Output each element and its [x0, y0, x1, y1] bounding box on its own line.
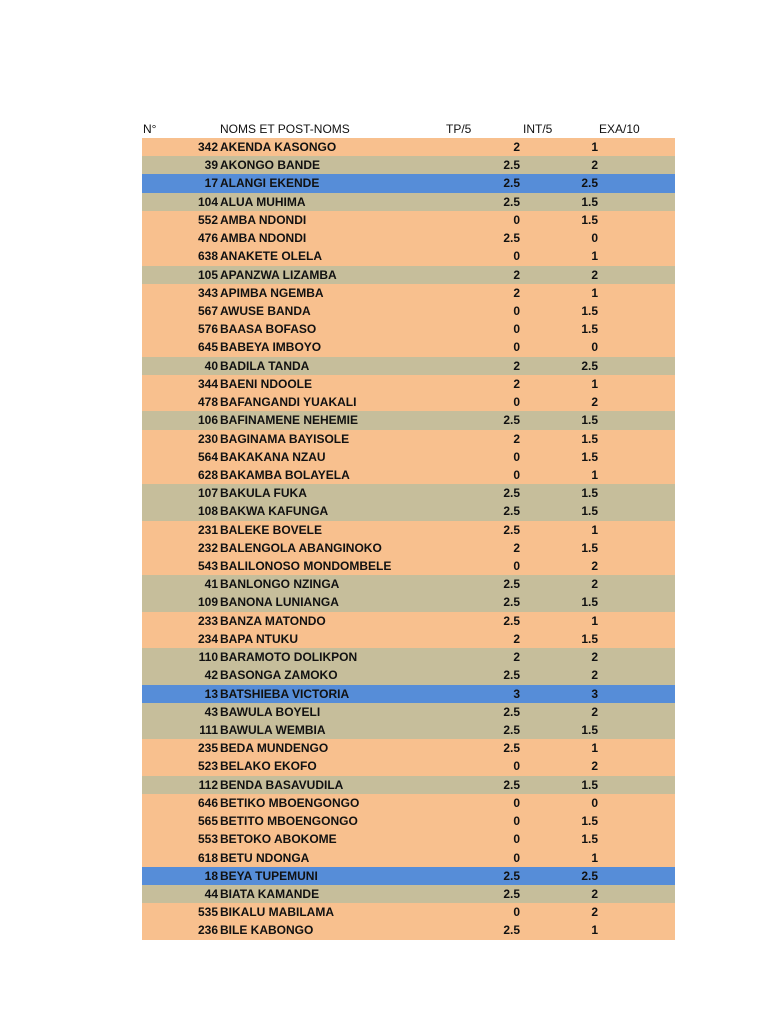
student-number: 567 — [197, 303, 218, 318]
student-number: 231 — [197, 522, 218, 537]
tp-score: 0 — [513, 832, 520, 847]
int-score: 1 — [591, 923, 598, 938]
table-row — [142, 703, 675, 721]
table-row — [142, 757, 675, 775]
tp-score: 2 — [513, 358, 520, 373]
student-number: 565 — [197, 814, 218, 829]
student-number: 618 — [197, 850, 218, 865]
int-score: 0 — [591, 231, 598, 246]
table-row — [142, 211, 675, 229]
student-number: 111 — [199, 723, 218, 737]
student-name: BASONGA ZAMOKO — [220, 668, 338, 683]
int-score: 1 — [591, 249, 598, 264]
table-row — [142, 484, 675, 502]
student-number: 110 — [198, 650, 218, 665]
student-number: 41 — [204, 577, 218, 592]
tp-score: 2.5 — [503, 577, 520, 592]
int-score: 1.5 — [581, 814, 598, 829]
table-row — [142, 867, 675, 885]
table-row — [142, 830, 675, 848]
student-number: 543 — [197, 559, 218, 574]
student-number: 478 — [197, 395, 218, 410]
table-row — [142, 375, 675, 393]
student-number: 476 — [197, 231, 218, 246]
student-number: 343 — [197, 285, 218, 300]
int-score: 1 — [591, 613, 598, 628]
tp-score: 2 — [513, 540, 520, 555]
header-number: N° — [143, 122, 157, 136]
student-number: 553 — [197, 832, 218, 847]
student-name: AWUSE BANDA — [220, 303, 311, 318]
int-score: 2 — [591, 905, 598, 920]
int-score: 1 — [591, 467, 598, 482]
table-row — [142, 156, 675, 174]
student-number: 564 — [197, 449, 218, 464]
int-score: 1.5 — [581, 723, 598, 737]
student-name: BETOKO ABOKOME — [220, 832, 337, 847]
table-row — [142, 885, 675, 903]
student-number: 17 — [204, 176, 218, 191]
student-number: 552 — [197, 212, 218, 227]
student-name: BIATA KAMANDE — [220, 886, 320, 901]
student-number: 112 — [198, 777, 218, 792]
student-name: BAGINAMA BAYISOLE — [220, 431, 350, 446]
student-name: APANZWA LIZAMBA — [220, 267, 337, 282]
student-number: 628 — [197, 467, 218, 482]
int-score: 2 — [591, 267, 598, 282]
student-number: 43 — [204, 704, 218, 719]
int-score: 1 — [591, 376, 598, 391]
student-name: BAKAMBA BOLAYELA — [220, 467, 350, 482]
tp-score: 0 — [513, 850, 520, 865]
student-name: BADILA TANDA — [220, 358, 310, 373]
int-score: 1.5 — [581, 595, 598, 610]
int-score: 1.5 — [581, 631, 598, 646]
tp-score: 2 — [513, 140, 520, 154]
tp-score: 2.5 — [503, 704, 520, 719]
table-row — [142, 539, 675, 557]
table-row — [142, 648, 675, 666]
student-name: BANZA MATONDO — [220, 613, 326, 628]
table-row — [142, 812, 675, 830]
int-score: 2.5 — [581, 176, 598, 191]
tp-score: 0 — [513, 795, 520, 810]
student-number: 645 — [197, 340, 218, 355]
int-score: 1.5 — [581, 413, 598, 428]
student-name: BATSHIEBA VICTORIA — [220, 686, 350, 701]
int-score: 2 — [591, 668, 598, 683]
student-number: 105 — [197, 267, 218, 282]
tp-score: 0 — [513, 322, 520, 337]
student-name: BENDA BASAVUDILA — [220, 777, 344, 792]
int-score: 1.5 — [581, 212, 598, 227]
table-row — [142, 430, 675, 448]
header-row — [142, 120, 675, 138]
student-name: AMBA NDONDI — [220, 212, 307, 227]
student-number: 109 — [197, 595, 218, 610]
student-name: BABEYA IMBOYO — [220, 340, 322, 355]
student-name: APIMBA NGEMBA — [220, 285, 324, 300]
tp-score: 0 — [513, 340, 520, 355]
student-number: 13 — [204, 686, 218, 701]
tp-score: 0 — [513, 905, 520, 920]
table-row — [142, 903, 675, 921]
tp-score: 2.5 — [503, 886, 520, 901]
table-row — [142, 521, 675, 539]
student-name: BAFINAMENE NEHEMIE — [220, 413, 359, 428]
tp-score: 2.5 — [503, 194, 520, 209]
table-row — [142, 466, 675, 484]
int-score: 2 — [591, 886, 598, 901]
int-score: 1.5 — [581, 540, 598, 555]
int-score: 1.5 — [581, 303, 598, 318]
tp-score: 2.5 — [503, 668, 520, 683]
tp-score: 3 — [513, 686, 520, 701]
tp-score: 0 — [513, 759, 520, 774]
student-number: 232 — [197, 540, 218, 555]
student-name: BALEKE BOVELE — [220, 522, 323, 537]
table-row — [142, 685, 675, 703]
table-row — [142, 557, 675, 575]
student-number: 235 — [197, 741, 218, 756]
table-row — [142, 338, 675, 356]
student-name: BETITO MBOENGONGO — [220, 814, 358, 829]
table-row — [142, 721, 675, 739]
student-number: 230 — [197, 431, 218, 446]
tp-score: 2.5 — [503, 504, 520, 519]
int-score: 1.5 — [581, 486, 598, 501]
student-name: BIKALU MABILAMA — [220, 905, 334, 920]
int-score: 3 — [591, 686, 598, 701]
int-score: 2 — [591, 704, 598, 719]
tp-score: 2.5 — [503, 522, 520, 537]
tp-score: 2.5 — [503, 595, 520, 610]
tp-score: 0 — [513, 303, 520, 318]
table-row — [142, 393, 675, 411]
student-name: BEYA TUPEMUNI — [220, 868, 318, 883]
table-row — [142, 302, 675, 320]
tp-score: 0 — [513, 814, 520, 829]
int-score: 1 — [591, 741, 598, 756]
student-number: 576 — [197, 322, 218, 337]
header-name: NOMS ET POST-NOMS — [220, 122, 350, 136]
student-number: 104 — [197, 194, 218, 209]
student-name: AKONGO BANDE — [220, 158, 321, 173]
student-number: 39 — [204, 158, 218, 173]
student-number: 233 — [197, 613, 218, 628]
tp-score: 2.5 — [503, 486, 520, 501]
student-number: 342 — [197, 140, 218, 154]
int-score: 2 — [591, 158, 598, 173]
int-score: 2.5 — [581, 868, 598, 883]
student-name: AKENDA KASONGO — [220, 140, 337, 154]
int-score: 2 — [591, 395, 598, 410]
int-score: 1.5 — [581, 777, 598, 792]
student-number: 234 — [197, 631, 218, 646]
tp-score: 0 — [513, 212, 520, 227]
student-name: ALUA MUHIMA — [220, 194, 306, 209]
int-score: 2.5 — [581, 358, 598, 373]
table-row — [142, 739, 675, 757]
table-row — [142, 921, 675, 939]
int-score: 1.5 — [581, 431, 598, 446]
student-name: BAKWA KAFUNGA — [220, 504, 329, 519]
int-score: 2 — [591, 559, 598, 574]
student-number: 236 — [197, 923, 218, 938]
student-number: 107 — [197, 486, 218, 501]
student-name: BELAKO EKOFO — [220, 759, 317, 774]
tp-score: 2 — [513, 285, 520, 300]
table-row — [142, 320, 675, 338]
table-row — [142, 174, 675, 192]
student-number: 344 — [197, 376, 218, 391]
table-row — [142, 849, 675, 867]
int-score: 2 — [591, 577, 598, 592]
student-name: BARAMOTO DOLIKPON — [220, 650, 358, 665]
student-name: BEDA MUNDENGO — [220, 741, 329, 756]
student-name: BALILONOSO MONDOMBELE — [220, 559, 392, 574]
student-number: 523 — [197, 759, 218, 774]
tp-score: 0 — [513, 449, 520, 464]
table-row — [142, 666, 675, 684]
student-number: 535 — [197, 905, 218, 920]
tp-score: 0 — [513, 249, 520, 264]
student-number: 40 — [204, 358, 218, 373]
table-row — [142, 193, 675, 211]
table-row — [142, 502, 675, 520]
int-score: 1 — [591, 285, 598, 300]
tp-score: 2.5 — [503, 777, 520, 792]
tp-score: 2.5 — [503, 741, 520, 756]
tp-score: 0 — [513, 467, 520, 482]
student-name: BILE KABONGO — [220, 923, 314, 938]
table-row — [142, 776, 675, 794]
table-row — [142, 357, 675, 375]
tp-score: 2.5 — [503, 868, 520, 883]
int-score: 2 — [591, 650, 598, 665]
table-row — [142, 138, 675, 156]
int-score: 1 — [591, 850, 598, 865]
int-score: 1.5 — [581, 449, 598, 464]
table-row — [142, 575, 675, 593]
student-name: BAKULA FUKA — [220, 486, 307, 501]
table-row — [142, 247, 675, 265]
student-number: 18 — [204, 868, 218, 883]
student-name: BETIKO MBOENGONGO — [220, 795, 360, 810]
int-score: 0 — [591, 340, 598, 355]
table-row — [142, 593, 675, 611]
tp-score: 2.5 — [503, 231, 520, 246]
student-name: BAASA BOFASO — [220, 322, 317, 337]
header-int: INT/5 — [523, 122, 553, 136]
int-score: 1.5 — [581, 194, 598, 209]
student-name: BAWULA WEMBIA — [220, 723, 326, 737]
tp-score: 2.5 — [503, 923, 520, 938]
student-name: ALANGI EKENDE — [220, 176, 320, 191]
int-score: 0 — [591, 795, 598, 810]
tp-score: 2 — [513, 650, 520, 665]
tp-score: 0 — [513, 559, 520, 574]
student-number: 108 — [197, 504, 218, 519]
student-name: BAENI NDOOLE — [220, 376, 313, 391]
student-name: ANAKETE OLELA — [220, 249, 322, 264]
student-name: BAFANGANDI YUAKALI — [220, 395, 357, 410]
student-rows — [142, 138, 675, 940]
student-number: 646 — [197, 795, 218, 810]
table-row — [142, 411, 675, 429]
student-name: AMBA NDONDI — [220, 231, 307, 246]
tp-score: 2 — [513, 267, 520, 282]
table-row — [142, 284, 675, 302]
student-name: BALENGOLA ABANGINOKO — [220, 540, 382, 555]
tp-score: 2.5 — [503, 158, 520, 173]
tp-score: 2 — [513, 631, 520, 646]
int-score: 1.5 — [581, 322, 598, 337]
int-score: 1 — [591, 140, 598, 154]
student-number: 638 — [197, 249, 218, 264]
grades-sheet — [142, 120, 675, 940]
header-exa: EXA/10 — [599, 122, 640, 136]
table-row — [142, 266, 675, 284]
student-number: 44 — [204, 886, 218, 901]
tp-score: 2 — [513, 376, 520, 391]
tp-score: 2.5 — [503, 613, 520, 628]
int-score: 1.5 — [581, 504, 598, 519]
table-row — [142, 229, 675, 247]
tp-score: 0 — [513, 395, 520, 410]
student-name: BAPA NTUKU — [220, 631, 298, 646]
int-score: 1 — [591, 522, 598, 537]
int-score: 2 — [591, 759, 598, 774]
tp-score: 2.5 — [503, 413, 520, 428]
tp-score: 2.5 — [503, 176, 520, 191]
table-row — [142, 630, 675, 648]
student-name: BANLONGO NZINGA — [220, 577, 340, 592]
student-name: BAWULA BOYELI — [220, 704, 321, 719]
header-tp: TP/5 — [446, 122, 472, 136]
table-row — [142, 448, 675, 466]
student-name: BAKAKANA NZAU — [220, 449, 326, 464]
student-number: 106 — [197, 413, 218, 428]
student-name: BANONA LUNIANGA — [220, 595, 339, 610]
tp-score: 2.5 — [503, 723, 520, 737]
int-score: 1.5 — [581, 832, 598, 847]
tp-score: 2 — [513, 431, 520, 446]
table-row — [142, 794, 675, 812]
student-name: BETU NDONGA — [220, 850, 310, 865]
table-row — [142, 612, 675, 630]
student-number: 42 — [204, 668, 218, 683]
